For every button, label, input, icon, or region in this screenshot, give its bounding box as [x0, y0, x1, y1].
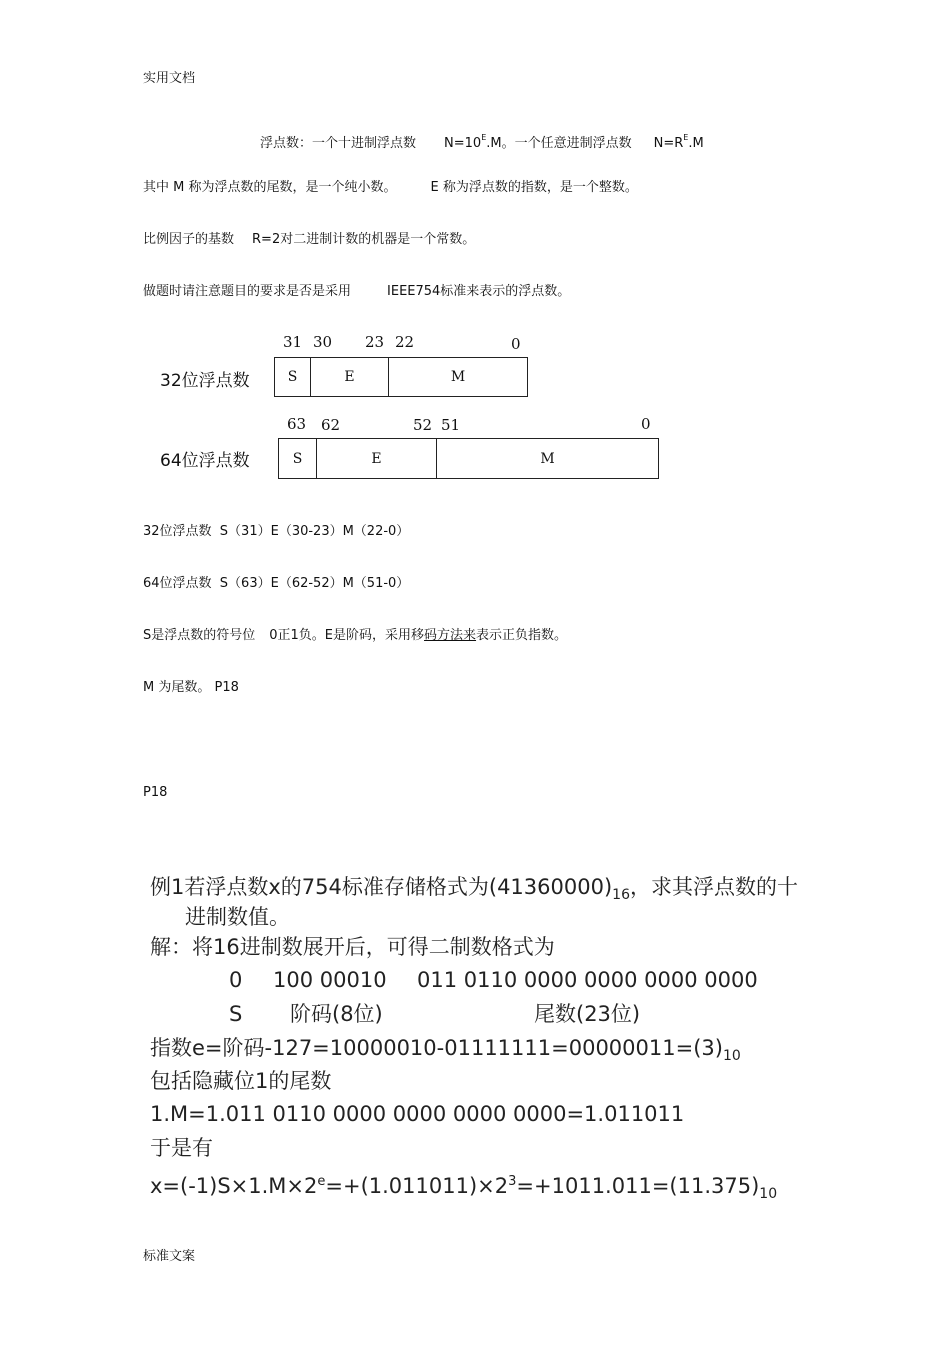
- example-line-8: 1.M=1.011 0110 0000 0000 0000 0000=1.011011: [150, 1102, 685, 1126]
- intro-line-4: [143, 284, 570, 300]
- example-line-4-mantissa: 011 0110 0000 0000 0000 0000: [417, 968, 758, 992]
- intro-line-3-a: 比例因子的基数: [143, 232, 235, 247]
- example-line-1-sub: 16: [612, 887, 630, 903]
- f32-bit-22: 22: [395, 333, 415, 351]
- f64-bit-62: 62: [321, 416, 341, 434]
- intro-line-1: [260, 130, 704, 152]
- page-header: 实用文档: [143, 71, 196, 86]
- page-footer: 标准文案: [143, 1249, 196, 1264]
- example-line-1-a: 例1若浮点数x的754标准存储格式为(41360000): [150, 875, 613, 899]
- example-line-5-s: S: [229, 1002, 243, 1026]
- f64-bit-51: 51: [441, 416, 461, 434]
- note-line-3-b: 0正1负。E是阶码，采用移: [269, 628, 425, 643]
- example-line-4-exp: 100 00010: [273, 968, 387, 992]
- intro-line-4-a: 做题时请注意题目的要求是否是采用: [143, 284, 352, 299]
- example-line-1-b: ，求其浮点数的十: [629, 875, 798, 899]
- intro-line-2: [143, 180, 638, 196]
- f64-bit-63: 63: [287, 415, 307, 433]
- intro-line-4-b: IEEE754标准来表示的浮点数。: [387, 284, 571, 299]
- example-line-5-mantissa: 尾数(23位): [534, 1002, 641, 1026]
- example-line-6-sub: 10: [722, 1048, 741, 1064]
- f32-label: 32位浮点数: [160, 371, 250, 391]
- f64-label: 64位浮点数: [160, 451, 250, 471]
- example-line-2: 进制数值。: [185, 905, 290, 929]
- example-line-4-sign: 0: [229, 968, 243, 992]
- intro-line-1-a: 浮点数：一个十进制浮点数: [260, 136, 417, 151]
- note-line-1: 32位浮点数 S（31）E（30-23）M（22-0）: [143, 524, 410, 539]
- f64-field-m: M: [540, 450, 555, 467]
- note-line-3-a: S是浮点数的符号位: [143, 628, 256, 643]
- note-line-3: [143, 628, 567, 644]
- intro-line-1-d: N=R: [653, 136, 684, 151]
- example-line-3: 解：将16进制数展开后，可得二制数格式为: [150, 935, 555, 959]
- example-line-7: 包括隐藏位1的尾数: [150, 1069, 332, 1093]
- f32-bit-31: 31: [283, 333, 303, 351]
- intro-line-2-b: E 称为浮点数的指数，是一个整数。: [430, 180, 638, 195]
- f32-field-e: E: [311, 358, 389, 396]
- note-line-3-d: 表示正负指数。: [476, 628, 568, 643]
- intro-line-1-b-sup: E: [481, 133, 487, 142]
- example-line-10-sup-3: 3: [508, 1174, 517, 1189]
- example-line-10-c: =+1011.011=(11.375): [516, 1174, 760, 1198]
- example-line-10: [150, 1167, 777, 1209]
- intro-line-2-a: 其中 M 称为浮点数的尾数，是一个纯小数。: [143, 180, 397, 195]
- f32-bit-23: 23: [365, 333, 385, 351]
- f32-field-m: M: [450, 369, 466, 385]
- example-line-10-sub: 10: [759, 1186, 778, 1202]
- example-line-10-b: =+(1.011011)×2: [325, 1174, 509, 1198]
- f32-bit-0: 0: [511, 335, 521, 353]
- intro-line-1-b: N=10: [444, 136, 482, 151]
- page-ref: P18: [143, 785, 168, 800]
- intro-line-1-c: .M。一个任意进制浮点数: [486, 136, 632, 151]
- example-line-5-exp: 阶码(8位): [290, 1002, 383, 1026]
- f64-bit-52: 52: [413, 416, 433, 434]
- example-line-6-a: 指数e=阶码-127=10000010-01111111=00000011=(3): [150, 1036, 723, 1060]
- intro-line-1-d-sup: E: [683, 133, 689, 142]
- f64-bit-0: 0: [641, 415, 651, 433]
- f64-field-s: S: [279, 439, 317, 478]
- note-line-2: 64位浮点数 S（63）E（62-52）M（51-0）: [143, 576, 410, 591]
- intro-line-1-e: .M: [688, 136, 704, 151]
- example-line-9: 于是有: [150, 1136, 213, 1160]
- note-line-4: M 为尾数。 P18: [143, 680, 239, 695]
- intro-line-3-b: R=2对二进制计数的机器是一个常数。: [252, 232, 476, 247]
- intro-line-3: [143, 232, 475, 248]
- f64-box: [278, 438, 659, 479]
- f64-field-e: E: [317, 439, 437, 478]
- example-line-10-sup-e: e: [317, 1174, 326, 1189]
- note-line-3-underlined: 码方法来: [424, 628, 477, 643]
- f32-box: [274, 357, 528, 397]
- f32-bit-30: 30: [313, 333, 333, 351]
- f32-field-s: S: [275, 358, 311, 396]
- example-line-10-a: x=(-1)S×1.M×2: [150, 1174, 318, 1198]
